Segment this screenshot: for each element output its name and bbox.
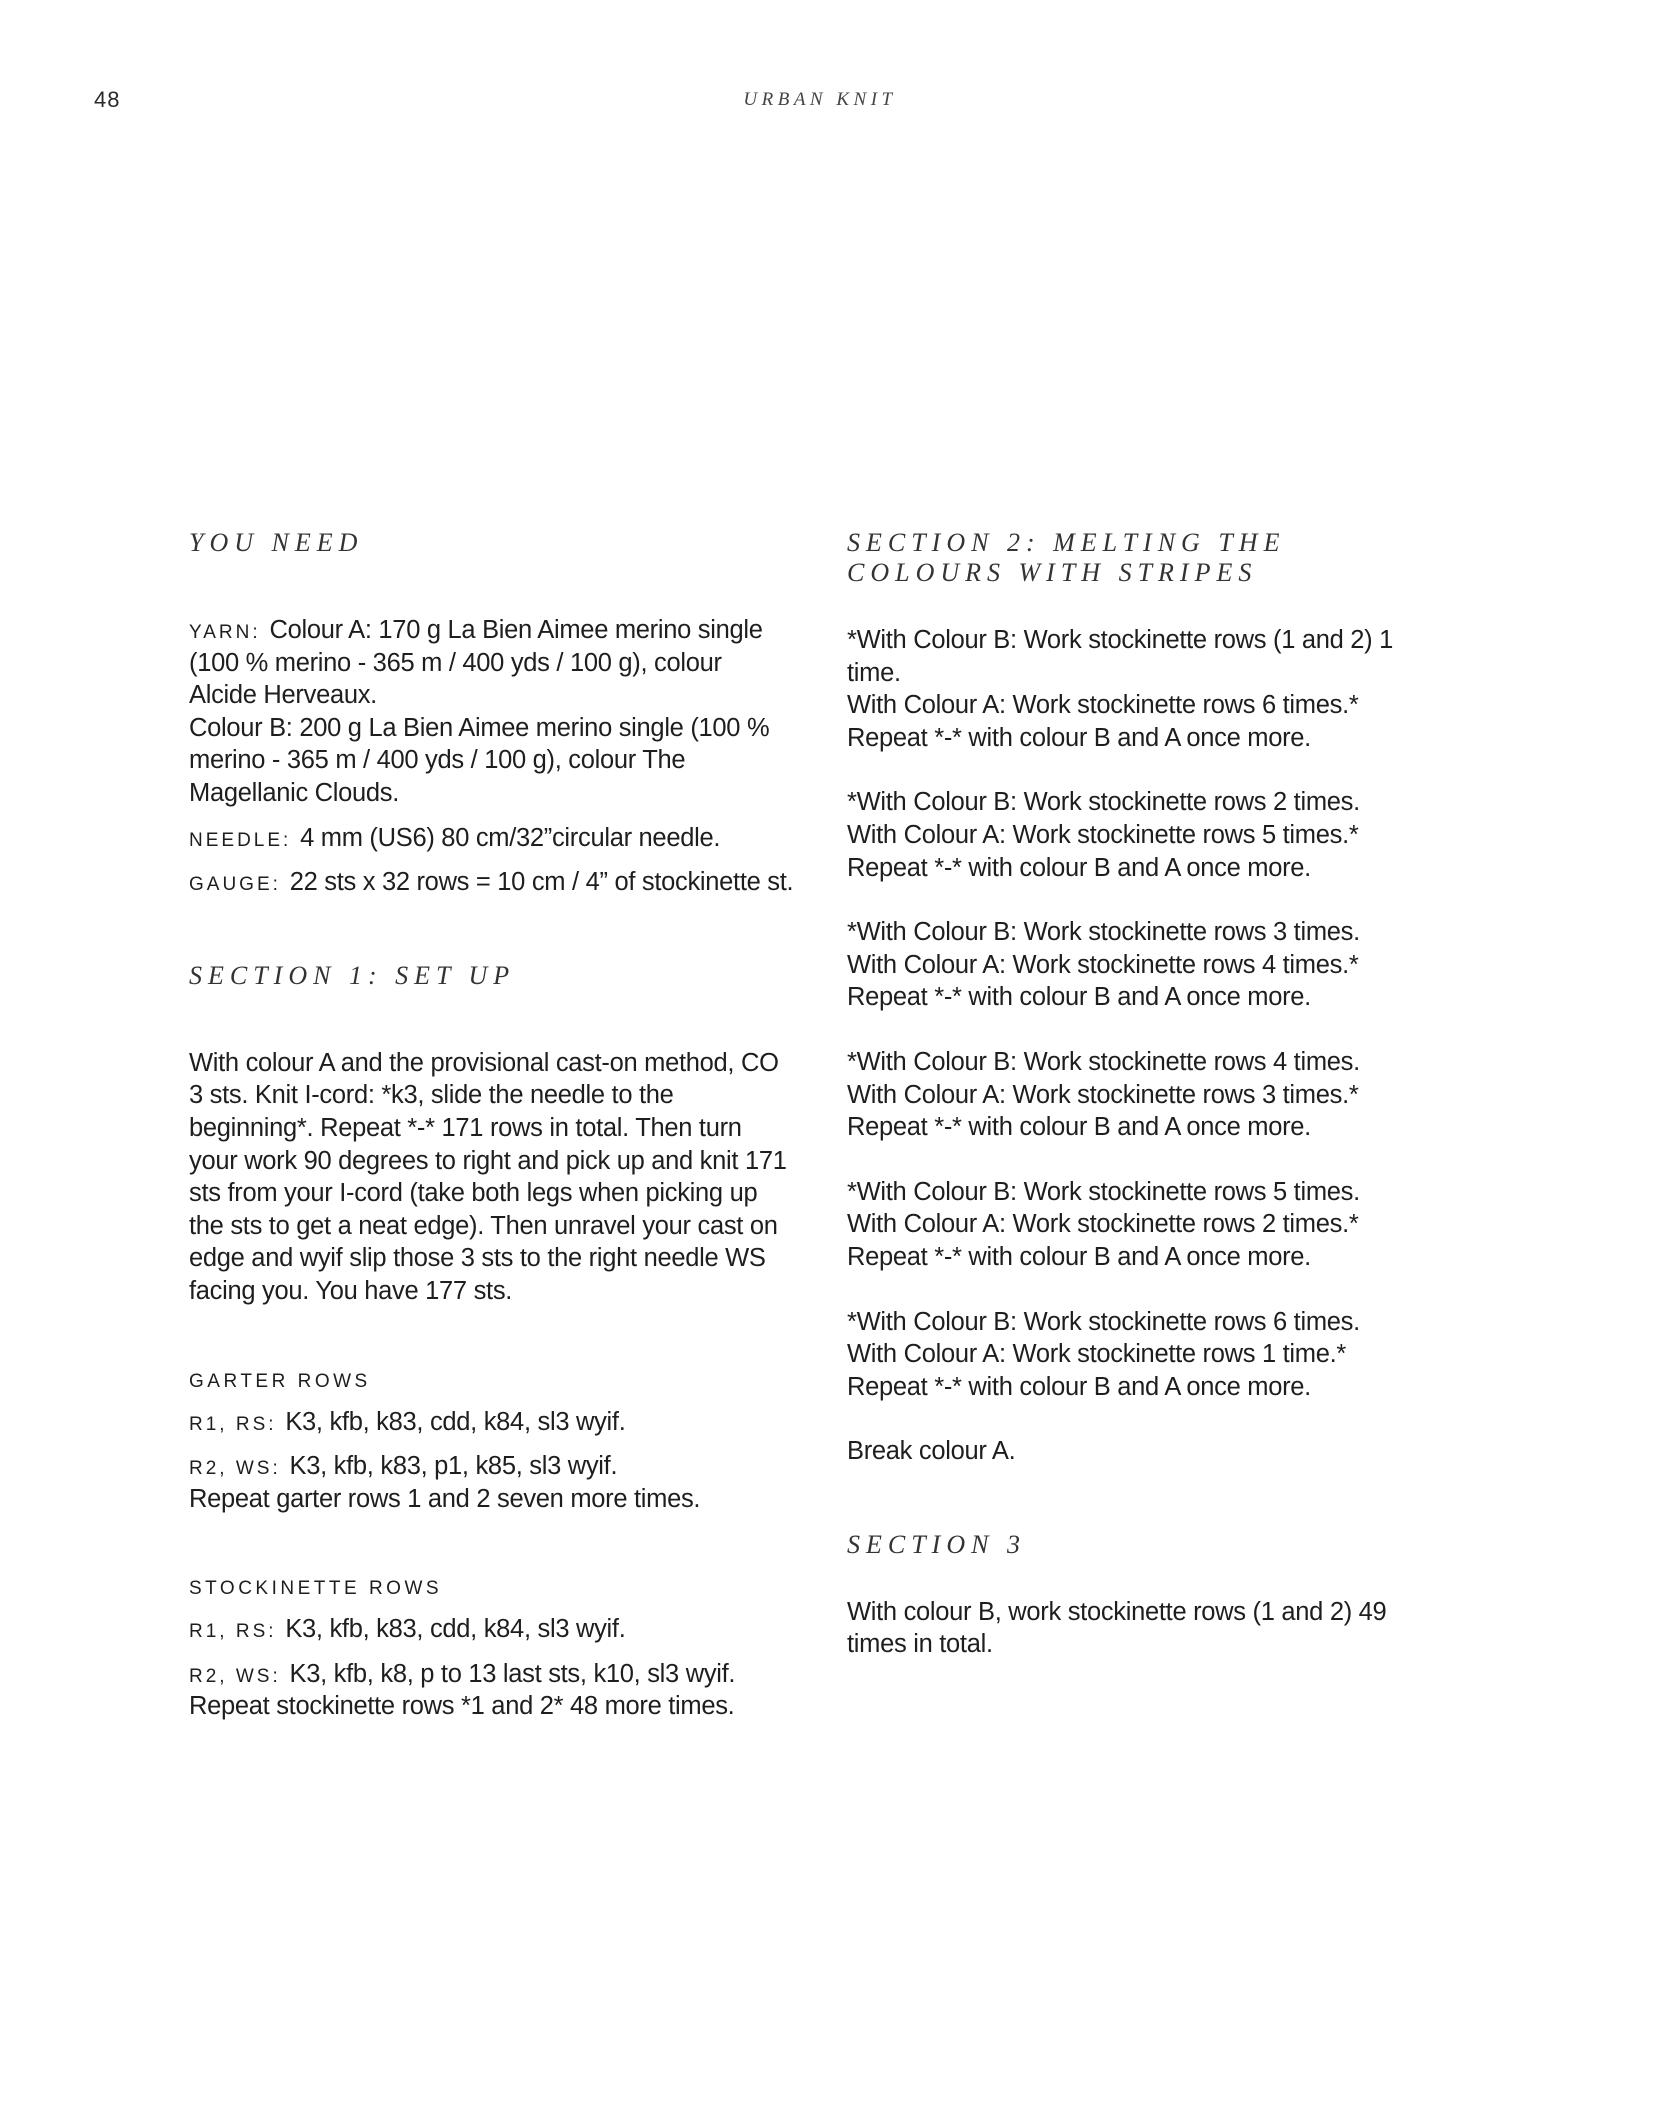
section2-heading — [847, 528, 1452, 588]
gauge-label: GAUGE: — [189, 874, 281, 896]
yarn-label: YARN: — [189, 622, 261, 643]
stockinette-r1-label: R1, RS: — [189, 1621, 277, 1643]
stripe-block-3 — [847, 916, 1452, 1014]
stockinette-r2-label: R2, WS: — [189, 1665, 281, 1687]
stockinette-r1-text: K3, kfb, k83, cdd, k84, sl3 wyif. — [278, 1615, 626, 1644]
needle-label: NEEDLE: — [189, 829, 292, 851]
stripe-block-6 — [847, 1306, 1452, 1404]
needle-text: 4 mm (US6) 80 cm/32”circular needle. — [293, 823, 721, 852]
stockinette-repeat: Repeat stockinette rows *1 and 2* 48 more times. — [189, 1692, 735, 1721]
garter-repeat: Repeat garter rows 1 and 2 seven more times. — [189, 1484, 701, 1513]
right-column — [847, 528, 1452, 1661]
stripe-block-line: With Colour A: Work stockinette rows 2 times.* — [847, 1210, 1359, 1239]
garter-rows-title: GARTER ROWS — [189, 1370, 371, 1392]
section2-heading-line2: COLOURS WITH STRIPES — [847, 558, 1258, 587]
gauge-text: 22 sts x 32 rows = 10 cm / 4” of stockinette st. — [282, 868, 794, 897]
stripe-block-line: With Colour A: Work stockinette rows 4 times.* — [847, 950, 1359, 979]
yarn-spec — [189, 614, 794, 810]
stripe-block-line: With Colour A: Work stockinette rows 5 times.* — [847, 820, 1359, 849]
section1-paragraph: With colour A and the provisional cast-on method, CO 3 sts. Knit I-cord: *k3, slide the needle to the beginning*. Repeat *-* 171 rows in total. Then turn your work 90 degrees to right and pick up and knit 171 sts from your I-cord (take both legs when picking up the sts to get a neat edge). Then unravel your cast on edge and wyif slip those 3 sts to the right needle WS facing you. You have 177 sts. — [189, 1048, 787, 1305]
stockinette-row-2 — [189, 1658, 794, 1723]
stripe-block-5 — [847, 1176, 1452, 1274]
stripe-block-line: *With Colour B: Work stockinette rows 6 times. — [847, 1307, 1360, 1336]
garter-row-1 — [189, 1406, 794, 1439]
garter-r1-text: K3, kfb, k83, cdd, k84, sl3 wyif. — [278, 1407, 626, 1436]
stripe-block-line: Repeat *-* with colour B and A once more. — [847, 983, 1311, 1012]
stripe-block-line: With Colour A: Work stockinette rows 3 times.* — [847, 1080, 1359, 1109]
section2-heading-line1: SECTION 2: MELTING THE — [847, 528, 1286, 557]
garter-r2-text: K3, kfb, k83, p1, k85, sl3 wyif. — [282, 1452, 618, 1481]
stripe-block-line: Repeat *-* with colour B and A once more. — [847, 723, 1311, 752]
stockinette-r2-text: K3, kfb, k8, p to 13 last sts, k10, sl3 wyif. — [282, 1659, 736, 1688]
gauge-spec — [189, 866, 794, 899]
yarn-colour-a: Colour A: 170 g La Bien Aimee merino single (100 % merino - 365 m / 400 yds / 100 g), colour Alcide Herveaux. — [189, 616, 763, 710]
section3-paragraph: With colour B, work stockinette rows (1 and 2) 49 times in total. — [847, 1597, 1387, 1659]
stripe-block-line: *With Colour B: Work stockinette rows 5 times. — [847, 1177, 1360, 1206]
needle-spec — [189, 822, 794, 855]
stripe-block-4 — [847, 1046, 1452, 1144]
stripe-block-line: With Colour A: Work stockinette rows 6 times.* — [847, 691, 1359, 720]
stockinette-rows-title: STOCKINETTE ROWS — [189, 1578, 443, 1600]
stripe-block-line: *With Colour B: Work stockinette rows 4 times. — [847, 1047, 1360, 1076]
stripe-block-line: Repeat *-* with colour B and A once more. — [847, 853, 1311, 882]
left-column — [189, 528, 794, 1723]
yarn-colour-b: Colour B: 200 g La Bien Aimee merino single (100 % merino - 365 m / 400 yds / 100 g), colour The Magellanic Clouds. — [189, 713, 770, 807]
section1-heading: SECTION 1: SET UP — [189, 960, 516, 990]
stripe-block-line: *With Colour B: Work stockinette rows 2 times. — [847, 788, 1360, 817]
garter-r1-label: R1, RS: — [189, 1413, 277, 1435]
you-need-heading: YOU NEED — [189, 528, 364, 557]
stripe-block-2 — [847, 786, 1452, 884]
garter-r2-label: R2, WS: — [189, 1458, 281, 1480]
stripe-block-line: With Colour A: Work stockinette rows 1 time.* — [847, 1340, 1347, 1369]
running-title: URBAN KNIT — [743, 89, 897, 110]
page-number: 48 — [94, 87, 121, 112]
stripe-block-line: *With Colour B: Work stockinette rows 3 times. — [847, 918, 1360, 947]
stripe-block-1 — [847, 624, 1452, 754]
stripe-block-line: Repeat *-* with colour B and A once more. — [847, 1372, 1311, 1401]
stripe-block-line: *With Colour B: Work stockinette rows (1 and 2) 1 time. — [847, 626, 1394, 687]
stripe-block-line: Repeat *-* with colour B and A once more. — [847, 1113, 1311, 1142]
section3-heading: SECTION 3 — [847, 1529, 1026, 1559]
break-colour-a: Break colour A. — [847, 1437, 1016, 1466]
stripe-block-line: Repeat *-* with colour B and A once more. — [847, 1242, 1311, 1271]
garter-row-2 — [189, 1450, 794, 1515]
stockinette-row-1 — [189, 1613, 794, 1646]
